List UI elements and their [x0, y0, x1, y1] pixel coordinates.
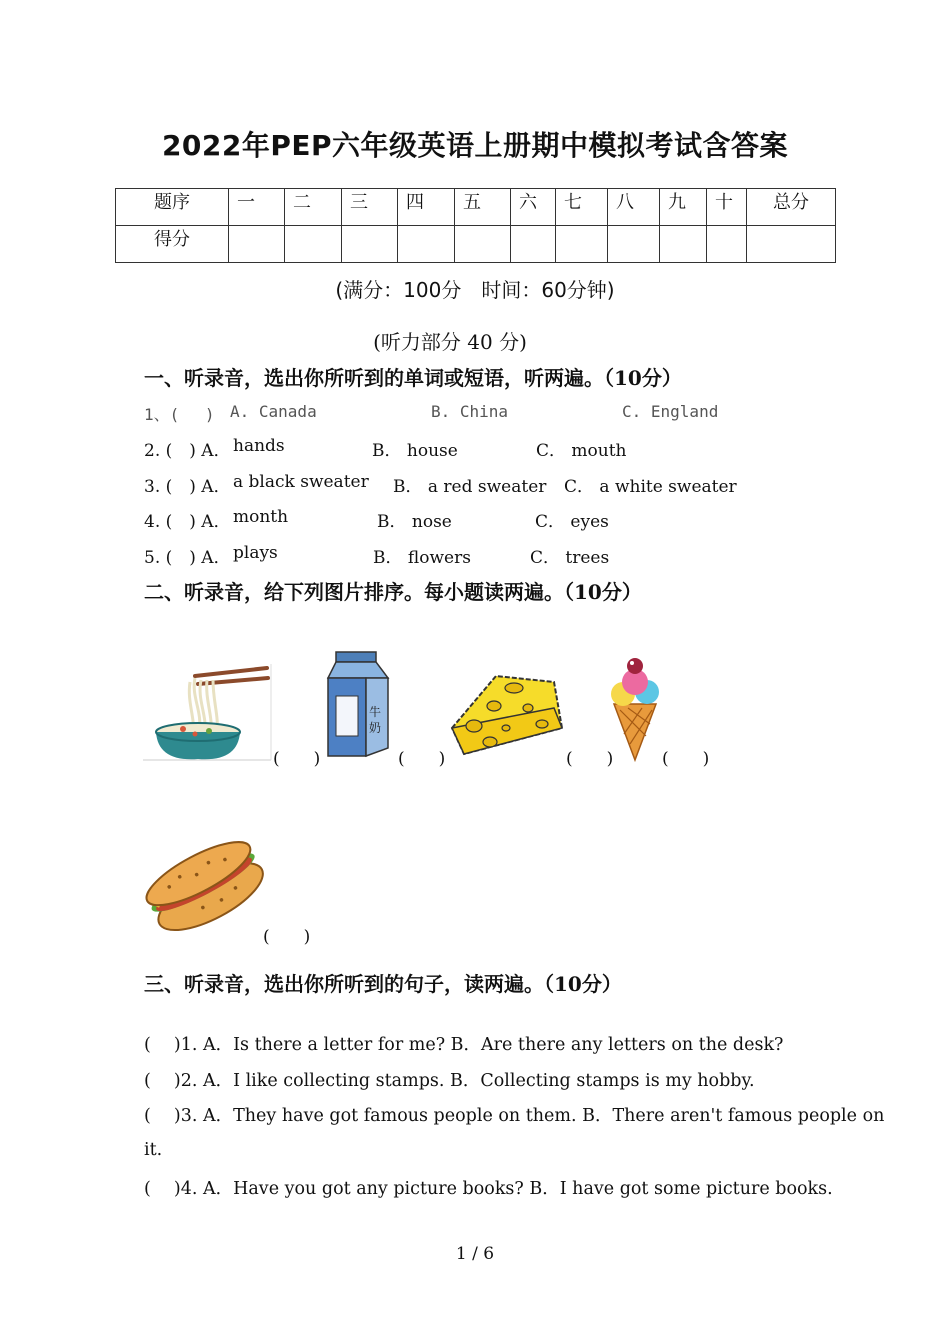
page-number: 1 / 6 [455, 1244, 495, 1264]
option-c: C． mouth [536, 441, 627, 461]
option-a: A. Canada [230, 402, 317, 421]
score-blank [511, 226, 556, 263]
score-blank [608, 226, 660, 263]
score-cell: 五 [455, 189, 511, 226]
score-cell: 二 [285, 189, 342, 226]
score-cell: 得分 [116, 226, 229, 263]
score-blank [285, 226, 342, 263]
score-blank [660, 226, 707, 263]
score-cell: 一 [229, 189, 285, 226]
score-cell: 八 [608, 189, 660, 226]
section2-heading: 二、听录音，给下列图片排序。每小题读两遍。（10分） [144, 580, 642, 604]
score-blank [455, 226, 511, 263]
score-blank [747, 226, 836, 263]
ice-cream-icon [606, 652, 664, 764]
page-title: 2022年PEP六年级英语上册期中模拟考试含答案 [161, 129, 789, 162]
score-cell: 十 [707, 189, 747, 226]
score-cell: 六 [511, 189, 556, 226]
cheese-icon [444, 668, 568, 762]
question-stem: 5. ( ) A． [144, 548, 231, 568]
question-5 [144, 543, 844, 567]
option-a: plays [233, 543, 278, 563]
milk-carton-icon [322, 648, 392, 760]
milk-label-1: 牛 [369, 705, 382, 719]
score-cell: 四 [398, 189, 455, 226]
option-b: B． flowers [373, 548, 471, 568]
answer-bracket-hotdog: ( ) [263, 927, 311, 947]
milk-label-2: 奶 [369, 721, 382, 735]
option-c: C. England [622, 402, 719, 421]
answer-bracket-noodles: ( ) [273, 749, 321, 769]
hot-dog-icon [143, 832, 267, 940]
option-b: B． nose [377, 512, 452, 532]
score-cell: 总分 [747, 189, 836, 226]
score-blank [342, 226, 398, 263]
option-b: B. China [431, 402, 509, 421]
answer-bracket-milk: ( ) [398, 749, 446, 769]
sentence-2: ( )2. A．I like collecting stamps. B．Collecting stamps is my hobby. [144, 1071, 755, 1091]
sentence-3-continued: it. [144, 1140, 163, 1160]
answer-bracket-icecream: ( ) [662, 749, 710, 769]
question-stem: 2. ( ) A． [144, 441, 231, 461]
section3-heading: 三、听录音，选出你所听到的句子，读两遍。（10分） [144, 972, 622, 996]
option-b: B． a red sweater [393, 477, 547, 497]
score-table-header-row [116, 189, 836, 226]
noodles-bowl-icon [143, 662, 273, 762]
question-4 [144, 507, 844, 531]
option-a: month [233, 507, 289, 527]
sentence-3: ( )3. A．They have got famous people on them. B．There aren't famous people on [144, 1106, 885, 1126]
score-blank [398, 226, 455, 263]
question-stem: 3. ( ) A． [144, 477, 231, 497]
question-stem: 4. ( ) A． [144, 512, 231, 532]
section1-heading: 一、听录音，选出你所听到的单词或短语，听两遍。（10分） [144, 366, 682, 390]
answer-bracket-cheese: ( ) [566, 749, 614, 769]
listening-subheader: (听力部分 40 分) [373, 330, 527, 354]
sentence-1: ( )1. A．Is there a letter for me? B．Are there any letters on the desk? [144, 1035, 784, 1055]
option-c: C． eyes [535, 512, 609, 532]
sentence-4: ( )4. A．Have you got any picture books? B．I have got some picture books. [144, 1179, 833, 1199]
question-3 [144, 472, 844, 496]
question-1 [144, 402, 844, 424]
option-a: a black sweater [233, 472, 369, 492]
question-2 [144, 436, 844, 460]
question-stem: 1、( ) [144, 405, 215, 424]
score-cell: 题序 [116, 189, 229, 226]
score-time-info: (满分：100分 时间：60分钟) [335, 278, 615, 302]
score-table [115, 188, 836, 263]
score-cell: 九 [660, 189, 707, 226]
option-a: hands [233, 436, 285, 456]
score-cell: 三 [342, 189, 398, 226]
score-blank [229, 226, 285, 263]
score-table-score-row [116, 226, 836, 263]
option-c: C． trees [530, 548, 610, 568]
option-c: C． a white sweater [564, 477, 737, 497]
score-cell: 七 [556, 189, 608, 226]
score-blank [556, 226, 608, 263]
score-blank [707, 226, 747, 263]
option-b: B． house [372, 441, 458, 461]
